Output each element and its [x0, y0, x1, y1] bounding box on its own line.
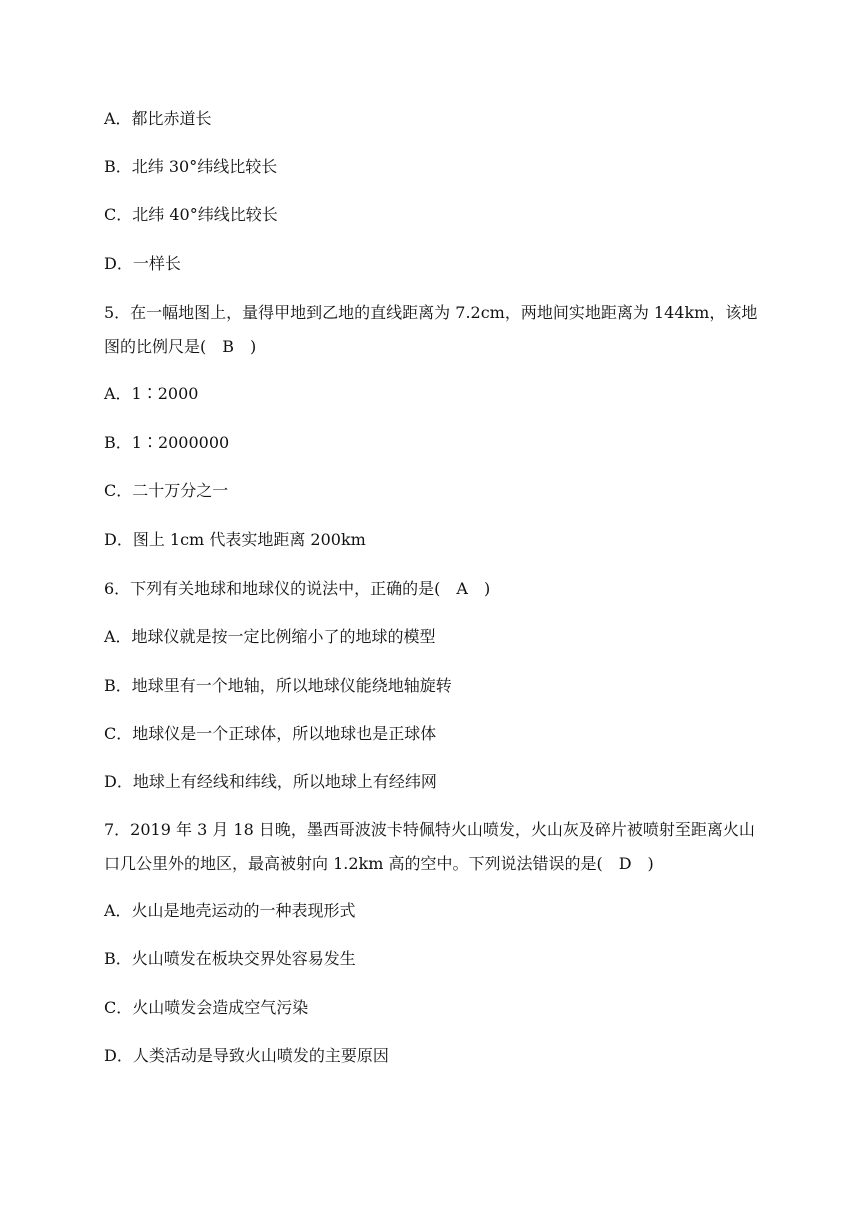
q7-option-c: C．火山喷发会造成空气污染 [104, 998, 309, 1017]
q5-stem: 5．在一幅地图上，量得甲地到乙地的直线距离为 7.2cm，两地间实地距离为 144km，该地图的比例尺是( B ) [104, 303, 758, 356]
q7-option-d: D．人类活动是导致火山喷发的主要原因 [104, 1046, 389, 1065]
q5-option-a: A．1∶2000 [104, 384, 199, 403]
q5-option-b: B．1∶2000000 [104, 433, 230, 452]
q5-option-d: D．图上 1cm 代表实地距离 200km [104, 530, 366, 549]
q5-option-c: C．二十万分之一 [104, 481, 229, 500]
q7-option-a: A．火山是地壳运动的一种表现形式 [104, 901, 356, 920]
q4-option-b: B．北纬 30°纬线比较长 [104, 157, 278, 176]
q6-stem: 6．下列有关地球和地球仪的说法中，正确的是( A ) [104, 579, 491, 598]
q4-option-c: C．北纬 40°纬线比较长 [104, 205, 278, 224]
q6-option-b: B．地球里有一个地轴，所以地球仪能绕地轴旋转 [104, 676, 452, 695]
q4-option-a: A．都比赤道长 [104, 109, 212, 128]
q7-option-b: B．火山喷发在板块交界处容易发生 [104, 949, 356, 968]
q6-option-a: A．地球仪就是按一定比例缩小了的地球的模型 [104, 627, 436, 646]
q7-stem: 7．2019 年 3 月 18 日晚，墨西哥波波卡特佩特火山喷发，火山灰及碎片被喷射至距离火山口几公里外的地区，最高被射向 1.2km 高的空中。下列说法错误的是( D ) [104, 820, 755, 873]
q4-option-d: D．一样长 [104, 254, 181, 273]
q6-option-d: D．地球上有经线和纬线，所以地球上有经纬网 [104, 772, 437, 791]
q6-option-c: C．地球仪是一个正球体，所以地球也是正球体 [104, 724, 437, 743]
